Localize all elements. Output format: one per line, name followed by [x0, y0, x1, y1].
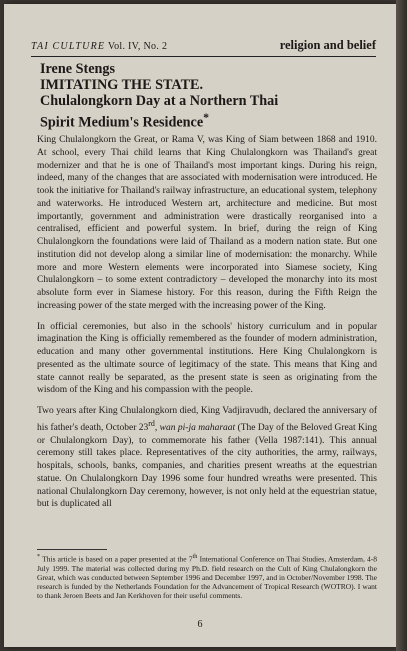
- footnote-ordinal: th: [192, 553, 198, 560]
- footnote-text-a: This article is based on a paper presented at the 7: [40, 554, 193, 564]
- journal-volume: Vol. IV, No. 2: [107, 41, 168, 52]
- footnote: [37, 552, 377, 601]
- paragraph-3: [37, 405, 377, 511]
- paragraph-1: King Chulalongkorn the Great, or Rama V, was King of Siam between 1868 and 1910. At school, every Thai child learns that King Chulalongkorn was Thailand's great modernizer and that he is one of Thailand's most important kings. During his reign, indeed, many of the changes that are associated with modernisation were introduced. He took the initiative for Thailand's railway infrastructure, an educational system, telephony and waterworks. He introduced Western art, architecture and medicine. But most importantly, government and administration were drastically reorganised into a centralised, efficient and powerful system. In brief, during the reign of King Chulalongkorn the foundations were laid of Thailand as a modern nation state. But one institution did not develop along a similar line of modernisation: the monarchy. While more and more Western elements were incorporated into Siamese society, King Chulalongkorn – to some extent contradictory – developed the monarchy into its most absolute form ever in Siamese history. For this reason, during the Fifth Reign the increasing power of the state merged with the increasing power of the King.: [37, 135, 377, 311]
- paragraph-3-part-c: (The Day of the Beloved Great King or Chulalongkorn Day), to commemorate his father (Vella 1987:141). This annual ceremony still takes place. Representatives of the city authorities, the army, railways, hospitals, schools, banks, companies, and charities present wreaths at the equestrian statue. On Chulalongkorn Day 1996 some four hundred wreaths were presented. This national Chulalongkorn Day ceremony, however, is not only held at the equestrian statue, but is duplicated all: [37, 422, 377, 510]
- journal-citation: [31, 41, 167, 52]
- thai-term: wan pi-ja maharaat: [159, 422, 236, 433]
- journal-page: [4, 4, 396, 647]
- book-edge: [396, 0, 407, 651]
- section-name: religion and belief: [279, 38, 376, 52]
- article-title-block: [40, 61, 380, 131]
- article-title-line-1: IMITATING THE STATE.: [40, 77, 204, 93]
- article-title-line-3: [40, 109, 380, 131]
- page-number: 6: [197, 619, 203, 630]
- article-body: [37, 134, 377, 519]
- footnote-rule: [37, 549, 107, 550]
- footnote-mark: *: [37, 553, 41, 560]
- running-header: [31, 38, 376, 57]
- title-footnote-mark: *: [203, 110, 210, 124]
- footnote-text-b: International Conference on Thai Studies, Amsterdam, 4-8 July 1999. The material was collected during my Ph.D. field research on the Cult of King Chulalongkorn the Great, which was conducted between September 1996 and December 1997, and in October/November 1998. The research is funded by the Netherlands Foundation for the Advancement of Tropical Research (WOTRO). I want to thank Jeroen Beets and Jan Kerkhoven for their useful comments.: [37, 554, 378, 601]
- author-name: Irene Stengs: [40, 61, 116, 77]
- journal-name: TAI CULTURE: [31, 41, 106, 52]
- paragraph-3-part-a: Two years after King Chulalongkorn died, King Vadjiravudh, declared the anniversary of his father's death, October 23: [37, 406, 377, 433]
- paragraph-3-part-b: ,: [154, 422, 160, 433]
- article-title-line-2: Chulalongkorn Day at a Northern Thai: [40, 93, 279, 109]
- paragraph-2: In official ceremonies, but also in the schools' history curriculum and in popular imagination the King is officially remembered as the founder of modern administration, education and many other governmental institutions. Here King Chulalongkorn is presented as the ultimate source of legitimacy of the state. This means that King and state cannot really be separated, as the present state is seen as originating from the wisdom of the King and his compassion with the people.: [37, 321, 377, 396]
- title-line-3-text: Spirit Medium's Residence: [40, 114, 204, 131]
- ordinal-suffix: rd: [148, 418, 155, 428]
